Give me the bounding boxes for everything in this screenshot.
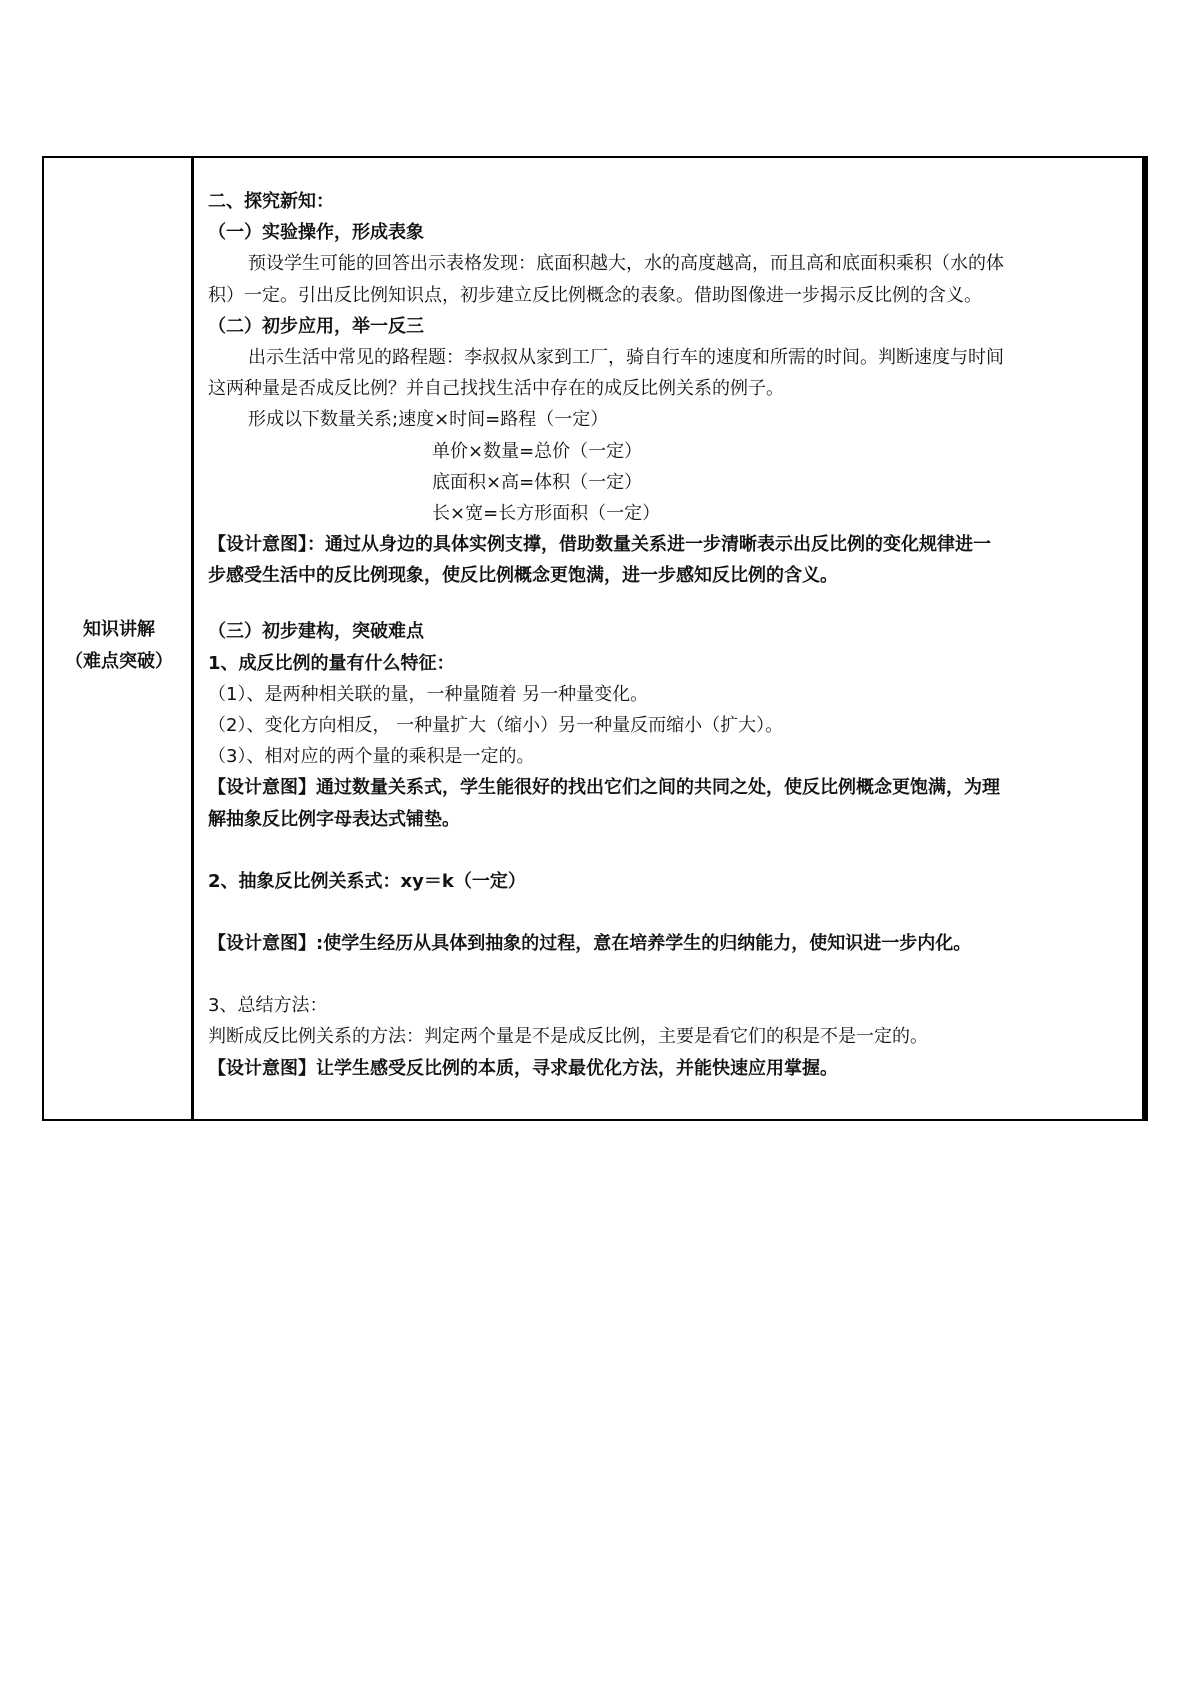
- item-1-title: 1、成反比例的量有什么特征：: [208, 652, 455, 674]
- subsection-2-para-line: 出示生活中常见的路程题：李叔叔从家到工厂，骑自行车的速度和所需的时间。判断速度与时间: [248, 346, 1004, 368]
- subsection-2-para-line: 这两种量是否成反比例？并自己找找生活中存在的成反比例关系的例子。: [208, 378, 784, 400]
- section-title: 二、探究新知：: [208, 191, 334, 212]
- subsection-3-title: （三）初步建构，突破难点: [208, 621, 424, 643]
- spacer: [208, 959, 1138, 990]
- subsection-1-para-line: 预设学生可能的回答出示表格发现：底面积越大，水的高度越高，而且高和底面积乘积（水的体: [248, 253, 1004, 275]
- feature-line: （3）、相对应的两个量的乘积是一定的。: [208, 746, 535, 768]
- item-3-title: 3、总结方法：: [208, 995, 328, 1017]
- design-intent-2-line: 解抽象反比例字母表达式铺垫。: [208, 808, 460, 830]
- method-line: 判断成反比例关系的方法：判定两个量是不是成反比例，主要是看它们的积是不是一定的。: [208, 1026, 928, 1048]
- spacer: [208, 835, 1138, 866]
- design-intent-1-line: 【设计意图】：通过从身边的具体实例支撑，借助数量关系进一步清晰表示出反比例的变化规律进一: [208, 534, 991, 556]
- content-cell: [208, 186, 1138, 1084]
- subsection-1-para-line: 积）一定。引出反比例知识点，初步建立反比例概念的表象。借助图像进一步揭示反比例的含义。: [208, 284, 982, 306]
- relation-line: 形成以下数量关系;速度×时间=路程（一定）: [248, 409, 609, 431]
- relation-line: 底面积×高=体积（一定）: [432, 471, 643, 493]
- feature-line: （2）、变化方向相反， 一种量扩大（缩小）另一种量反而缩小（扩大）。: [208, 715, 784, 736]
- item-2-formula: 2、抽象反比例关系式：xy＝k（一定）: [208, 870, 526, 892]
- spacer: [208, 591, 1138, 616]
- left-label-line1: 知识讲解: [83, 619, 155, 640]
- left-label-line2: （难点突破）: [65, 651, 173, 672]
- design-intent-2-line: 【设计意图】通过数量关系式，学生能很好的找出它们之间的共同之处，使反比例概念更饱满，为理: [208, 777, 1000, 799]
- subsection-1-title: （一）实验操作，形成表象: [208, 222, 424, 244]
- design-intent-1-line: 步感受生活中的反比例现象，使反比例概念更饱满，进一步感知反比例的含义。: [208, 565, 838, 587]
- left-column: [44, 158, 194, 1119]
- relation-line: 长×宽=长方形面积（一定）: [432, 502, 661, 524]
- design-intent-4: 【设计意图】让学生感受反比例的本质，寻求最优化方法，并能快速应用掌握。: [208, 1057, 838, 1079]
- spacer: [208, 897, 1138, 928]
- design-intent-3: 【设计意图】:使学生经历从具体到抽象的过程，意在培养学生的归纳能力，使知识进一步内化。: [208, 932, 972, 954]
- lesson-table: [42, 156, 1148, 1121]
- feature-line: （1）、是两种相关联的量，一种量随着 另一种量变化。: [208, 683, 649, 705]
- subsection-2-title: （二）初步应用，举一反三: [208, 315, 424, 337]
- relation-line: 单价×数量=总价（一定）: [432, 440, 643, 462]
- right-border: [1142, 158, 1146, 1119]
